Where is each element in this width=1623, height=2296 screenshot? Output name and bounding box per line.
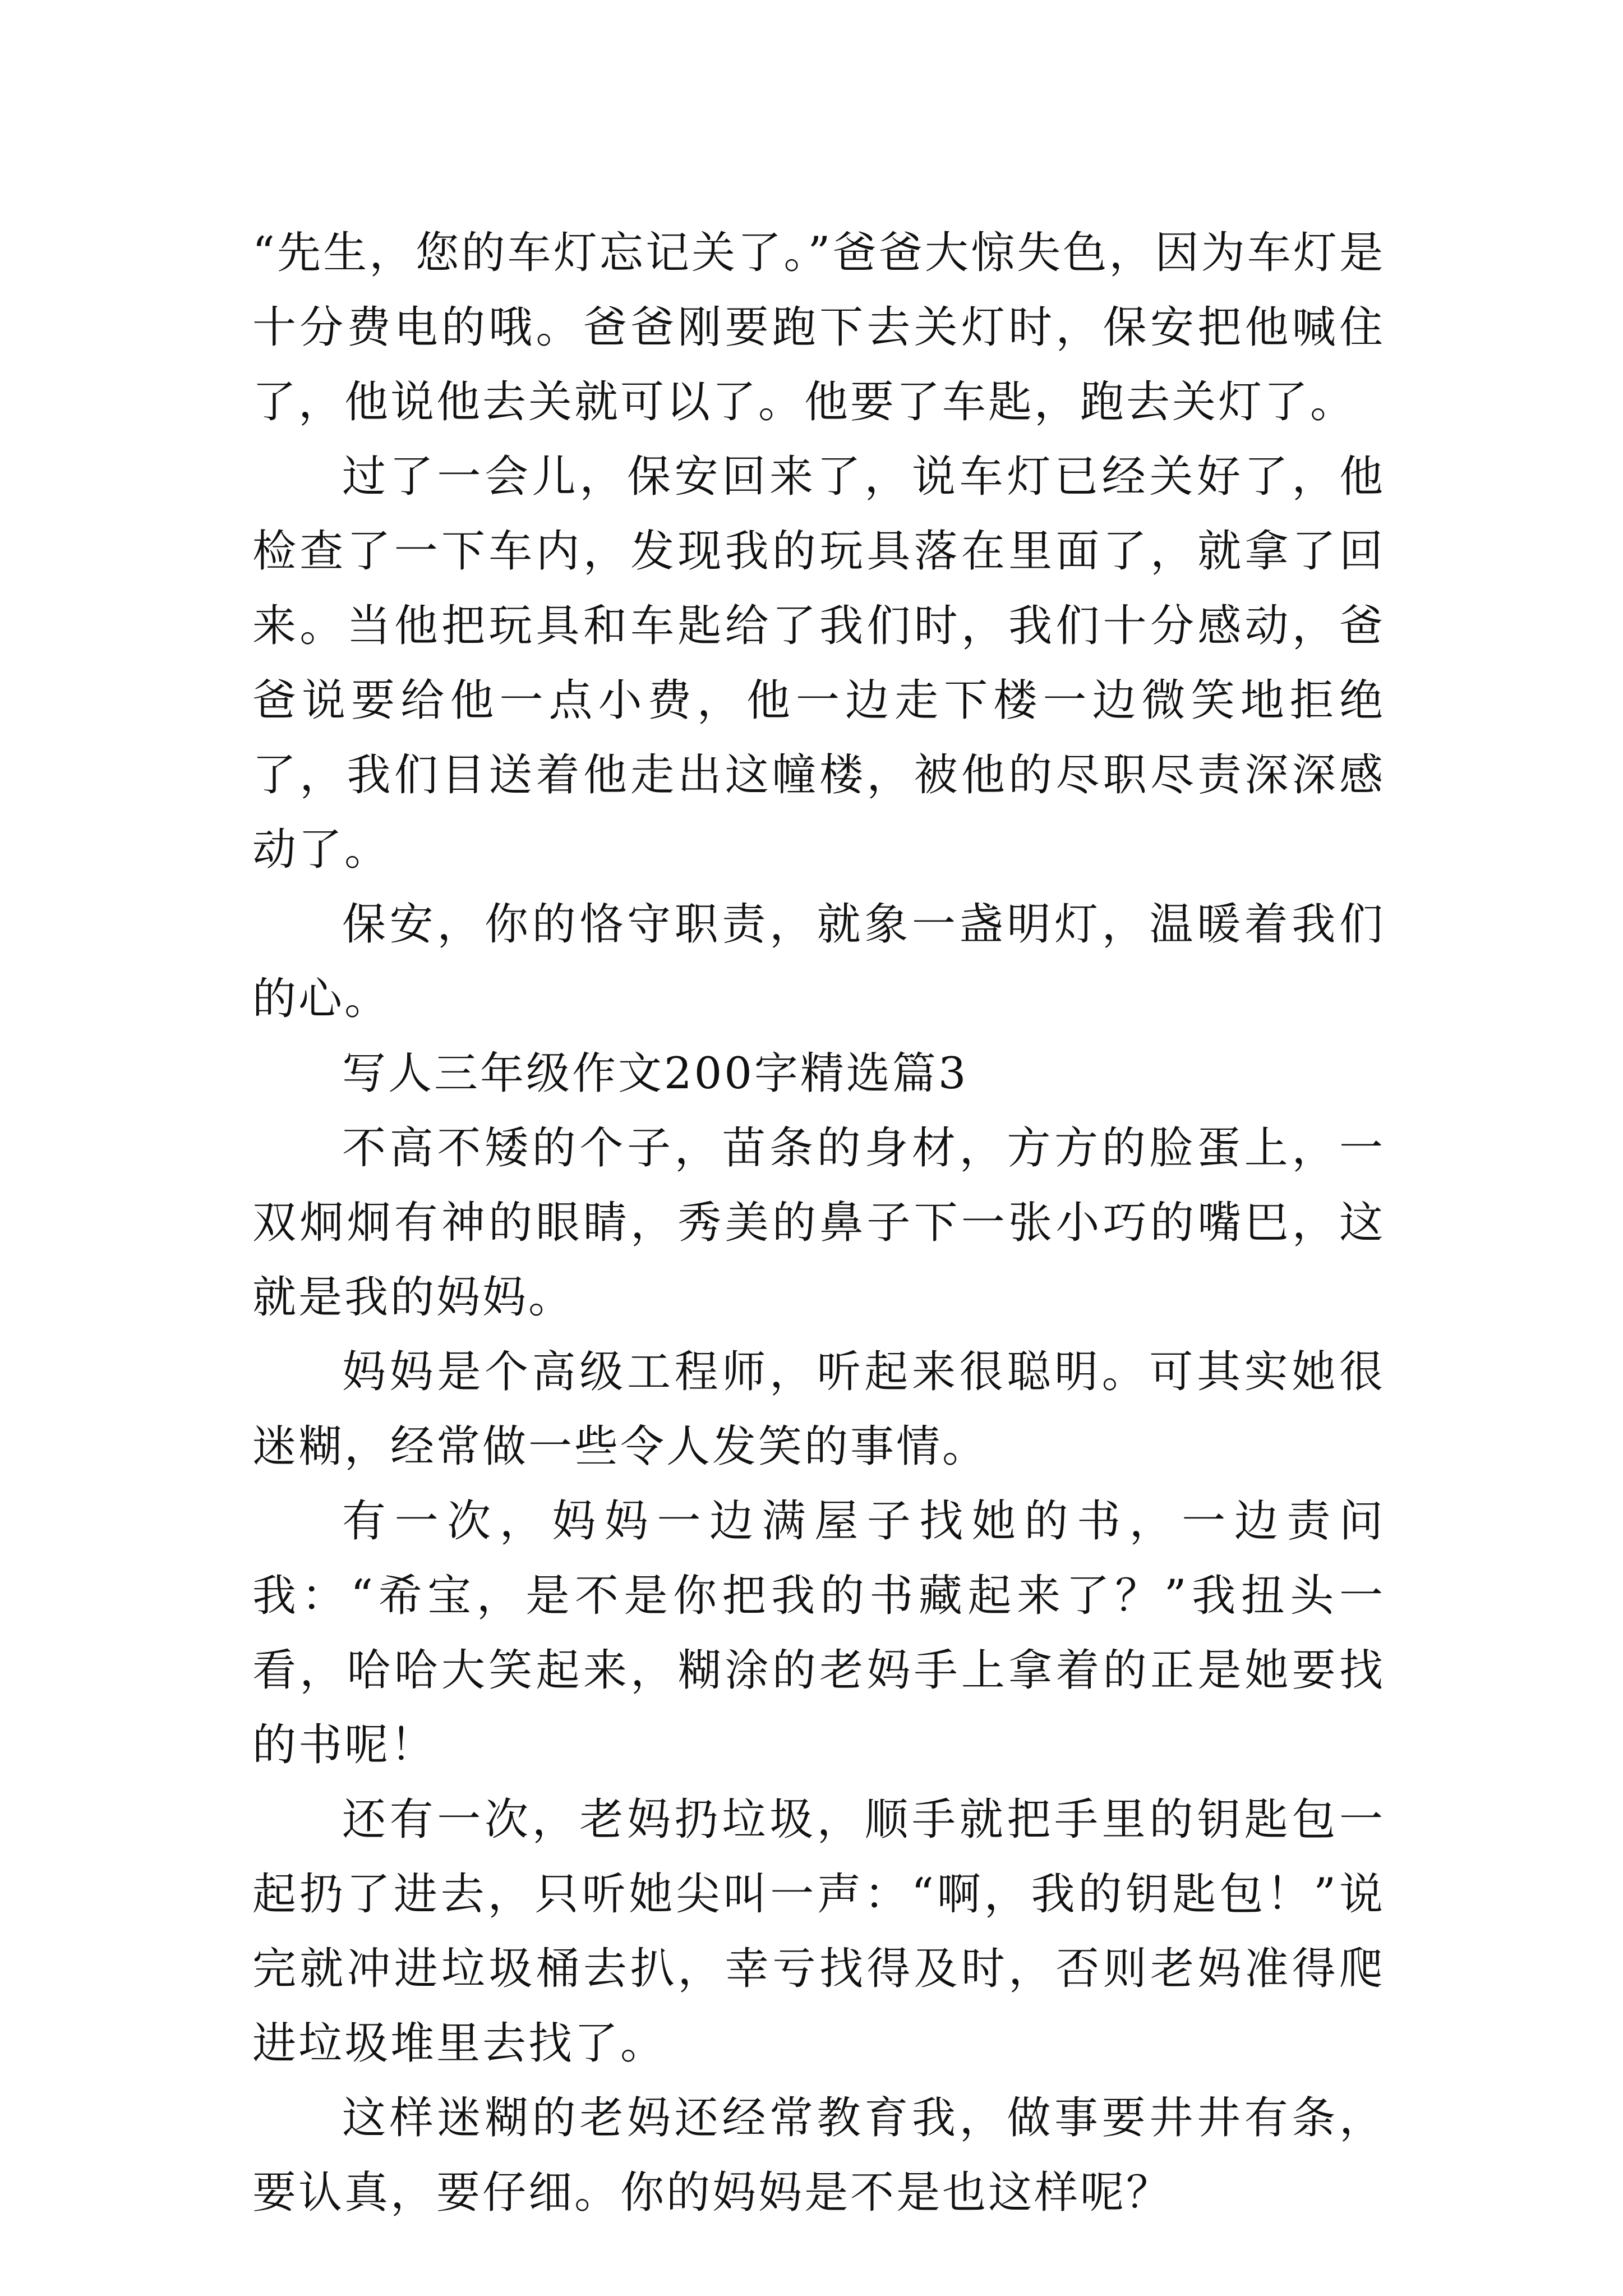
document-body bbox=[252, 216, 1385, 2230]
paragraph-7: 有一次，妈妈一边满屋子找她的书，一边责问我：“希宝，是不是你把我的书藏起来了？”我扭头一看，哈哈大笑起来，糊涂的老妈手上拿着的正是她要找的书呢！ bbox=[252, 1496, 1385, 1770]
section-heading: 写人三年级作文200字精选篇3 bbox=[342, 1048, 969, 1099]
paragraph-9: 这样迷糊的老妈还经常教育我，做事要井井有条，要认真，要仔细。你的妈妈是不是也这样呢？ bbox=[252, 2093, 1385, 2218]
paragraph-3: 保安，你的恪守职责，就象一盏明灯，温暖着我们的心。 bbox=[252, 899, 1385, 1024]
paragraph-6: 妈妈是个高级工程师，听起来很聪明。可其实她很迷糊，经常做一些令人发笑的事情。 bbox=[252, 1347, 1385, 1472]
paragraph-5: 不高不矮的个子，苗条的身材，方方的脸蛋上，一双炯炯有神的眼睛，秀美的鼻子下一张小巧的嘴巴，这就是我的妈妈。 bbox=[252, 1123, 1385, 1323]
paragraph-2: 过了一会儿，保安回来了，说车灯已经关好了，他检查了一下车内，发现我的玩具落在里面了，就拿了回来。当他把玩具和车匙给了我们时，我们十分感动，爸爸说要给他一点小费，他一边走下楼一边微笑地拒绝了，我们目送着他走出这幢楼，被他的尽职尽责深深感动了。 bbox=[252, 452, 1385, 875]
paragraph-8: 还有一次，老妈扔垃圾，顺手就把手里的钥匙包一起扔了进去，只听她尖叫一声：“啊，我的钥匙包！”说完就冲进垃圾桶去扒，幸亏找得及时，否则老妈准得爬进垃圾堆里去找了。 bbox=[252, 1795, 1385, 2069]
paragraph-1: “先生，您的车灯忘记关了。”爸爸大惊失色，因为车灯是十分费电的哦。爸爸刚要跑下去关灯时，保安把他喊住了，他说他去关就可以了。他要了车匙，跑去关灯了。 bbox=[252, 228, 1385, 427]
